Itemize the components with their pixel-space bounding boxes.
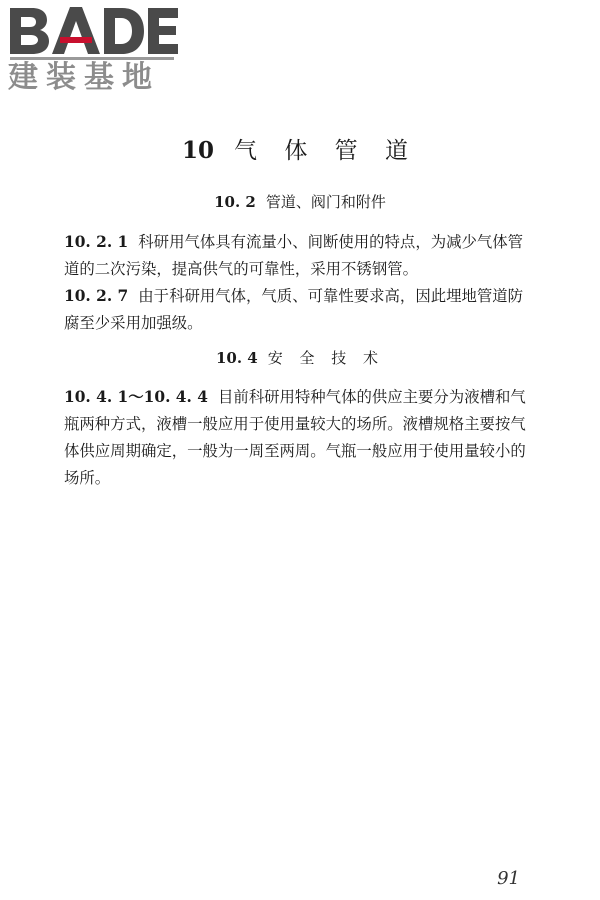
page-number: 91	[497, 868, 520, 889]
clause-text: 由于科研用气体，气质、可靠性要求高，因此埋地管道防腐至少采用加强级。	[64, 287, 524, 332]
section-heading	[0, 346, 600, 370]
section-title-text: 管道、阀门和附件	[265, 193, 386, 211]
clause-text: 科研用气体具有流量小、间断使用的特点，为减少气体管道的二次污染，提高供气的可靠性，采用不锈钢管。	[64, 233, 524, 278]
section-title-text: 安 全 技 术	[267, 349, 385, 367]
clause-number: 10. 2. 1	[64, 233, 129, 251]
clause-paragraph	[64, 384, 536, 492]
chapter-title	[0, 134, 600, 168]
clause-number: 10. 2. 7	[64, 287, 129, 305]
logo-subtitle: 建装基地	[8, 60, 160, 95]
clause-paragraph	[64, 283, 536, 337]
clause-paragraph	[64, 229, 536, 283]
section-heading	[0, 190, 600, 214]
clause-number: 10. 4. 1～10. 4. 4	[64, 388, 208, 406]
chapter-title-text: 气 体 管 道	[234, 138, 418, 164]
bade-wordmark-logo	[8, 4, 180, 58]
section-number: 10. 4	[215, 349, 258, 367]
bade-logo	[8, 4, 180, 96]
section-number: 10. 2	[214, 193, 256, 211]
chapter-number: 10	[182, 137, 215, 164]
clause-text: 目前科研用特种气体的供应主要分为液槽和气瓶两种方式，液槽一般应用于使用量较大的场所。液槽规格主要按气体供应周期确定，一般为一周至两周。气瓶一般应用于使用量较小的场所。	[64, 388, 526, 487]
